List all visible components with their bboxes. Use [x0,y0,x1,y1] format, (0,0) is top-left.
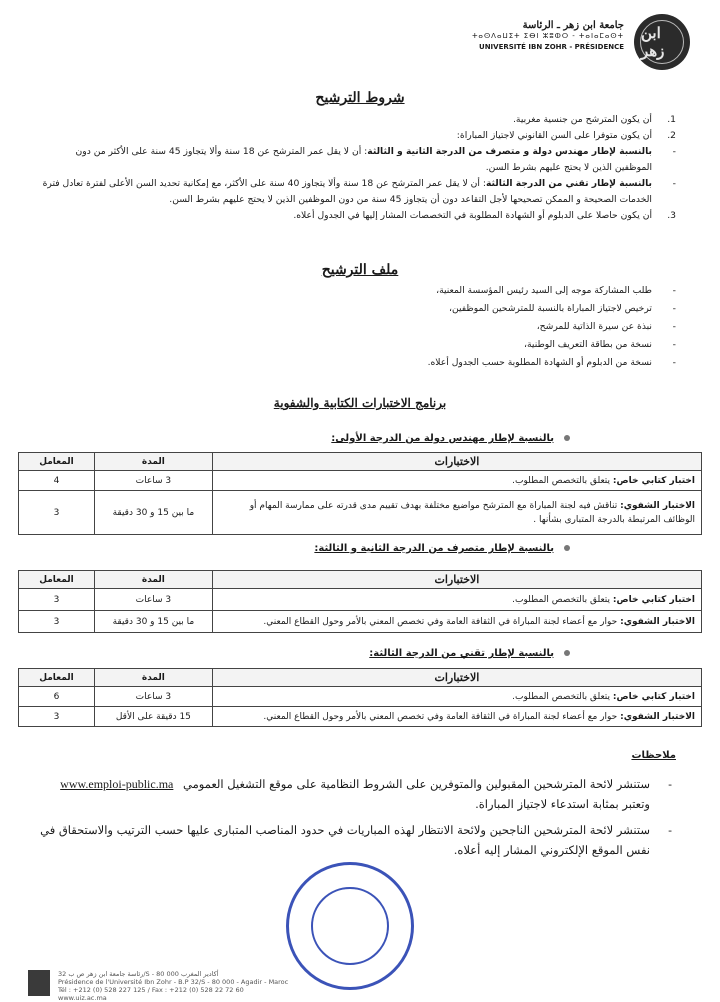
tests-table-engineer [18,452,702,535]
bullet-icon [564,650,570,656]
tests-table-administrator [18,570,702,633]
conditions-list [36,112,676,224]
condition-3: 3. أن يكون حاصلا على الدبلوم أو الشهادة المطلوبة في التخصصات المشار إليها في الجدول أعلاه. [293,210,676,221]
table-row: اختبار كتابي خاص: يتعلق بالتخصص المطلوب. 3 ساعات 6 [19,687,702,707]
notes-list [36,774,676,866]
bullet-icon [564,435,570,441]
dossier-item: - نسخة من الدبلوم أو الشهادة المطلوبة حسب الجدول أعلاه. [36,354,676,372]
section-heading-technician: بالنسبة لإطار تقني من الدرجة الثالثة: [369,648,570,659]
header-duration: المدة [94,453,212,471]
condition-2-sub-1: - بالنسبة لإطار مهندس دولة و متصرف من الدرجة الثانية و الثالثة: أن لا يقل عمر المترشح عن 18 سنة وألا يتجاوز 45 سنة على الأكثر من دون الموظفين الذين لا يحتج عليهم بشرط السن. [75,146,676,173]
dossier-list [36,282,676,372]
program-title: برنامج الاختبارات الكتابية والشفوية [273,396,447,410]
bullet-icon [564,545,570,551]
section-heading-administrator: بالنسبة لإطار متصرف من الدرجة الثانية و الثالثة: [314,543,570,554]
dossier-item: - ترخيص لاجتياز المباراة بالنسبة للمترشحين الموظفين، [36,300,676,318]
footer-logo-icon [28,970,50,996]
table-row: اختبار كتابي خاص: يتعلق بالتخصص المطلوب. 3 ساعات 3 [19,589,702,611]
stamp-inner-ring [311,887,389,965]
condition-1: 1. أن يكون المترشح من جنسية مغربية. [512,114,676,125]
condition-2: 2. أن يكون متوفرا على السن القانوني لاجتياز المباراة: [456,130,676,141]
dossier-item: - طلب المشاركة موجه إلى السيد رئيس المؤسسة المعنية، [36,282,676,300]
section-heading-engineer: بالنسبة لإطار مهندس دولة من الدرجة الأولى: [331,433,570,444]
emploi-public-link[interactable]: www.emploi-public.ma [60,777,174,791]
footer [28,970,692,1000]
table-header-row [19,453,702,471]
university-logo [634,14,690,70]
table-row: الاختبار الشفوي: حوار مع أعضاء لجنة المباراة في الثقافة العامة وفي تخصص المعني بالأمر وحول القطاع المعني. 15 دقيقة على الأقل 3 [19,707,702,727]
tests-table-technician [18,668,702,727]
table-header-row: الاختبارات المدة المعامل [19,669,702,687]
note-item: - ستنشر لائحة المترشحين الناجحين ولائحة الانتظار لهذه المباريات في حدود المناصب المتبارى عليها حسب الترتيب والاستحقاق في نفس الموقع الإلكتروني المشار إليه أعلاه. [36,820,676,860]
letterhead [390,14,690,74]
footer-address: رئاسة جامعة ابن زهر ص ب 32/S - 80 000 أكادير المغرب Présidence de l'Université Ibn Zohr - B.P 32/S - 80 000 - Agadir - Maroc Tél : +212 (0) 528 227 125 / Fax : +212 (0) 528 22 72 60 www.uiz.ac.ma [58,970,289,1002]
logo-emblem: ابن زهر [640,20,684,64]
table-row: الاختبار الشفوي: حوار مع أعضاء لجنة المباراة في الثقافة العامة وفي تخصص المعني بالأمر وحول القطاع المعني. ما بين 15 و 30 دقيقة 3 [19,611,702,633]
table-header-row: الاختبارات المدة المعامل [19,571,702,589]
dossier-item: - نبذة عن سيرة الذاتية للمرشح، [36,318,676,336]
note-item: - ستنشر لائحة المترشحين المقبولين والمتوفرين على الشروط النظامية على موقع التشغيل العمومي www.emploi-public.ma وتعتبر بمثابة استدعاء لاجتياز المباراة. [36,774,676,814]
conditions-title: شروط الترشيح [315,90,405,106]
header-coef: المعامل [19,453,95,471]
dossier-item: - نسخة من بطاقة التعريف الوطنية، [36,336,676,354]
table-row: اختبار كتابي خاص: يتعلق بالتخصص المطلوب. 3 ساعات 4 [19,471,702,491]
header-tests: الاختبارات [212,453,701,471]
university-name: جامعة ابن زهر ـ الرئاسة ⵜⴰⵙⴷⴰⵡⵉⵜ ⵉⴱⵏ ⵣⵓⵀⵔ - ⵜⴰⵏⴰⵎⴰⵙⵜ UNIVERSITÉ IBN ZOHR - PRÉSIDENCE [472,20,624,51]
dossier-title: ملف الترشيح [321,262,399,278]
notes-title: ملاحظات [631,750,676,761]
table-row: الاختبار الشفوي: تناقش فيه لجنة المباراة مع المترشح مواضيع مختلفة بهدف تقييم مدى قدرته على ممارسة المهام أو الوظائف المرتبطة بالدرجة المتبارى بشأنها . ما بين 15 و 30 دقيقة 3 [19,491,702,535]
condition-2-sub-2: - بالنسبة لإطار تقني من الدرجة الثالثة: أن لا يقل عمر المترشح عن 18 سنة وألا يتجاوز 40 سنة على الأكثر، مع إمكانية تحديد السن الأعلى لفترة تعادل فترة الخدمات الصحيحة و الممكن تصحيحها لأجل التقاعد دون أن يتجاوز 45 سنة من دون الموظفين الذين لا يحتج عليهم بشرط السن. [42,178,676,205]
